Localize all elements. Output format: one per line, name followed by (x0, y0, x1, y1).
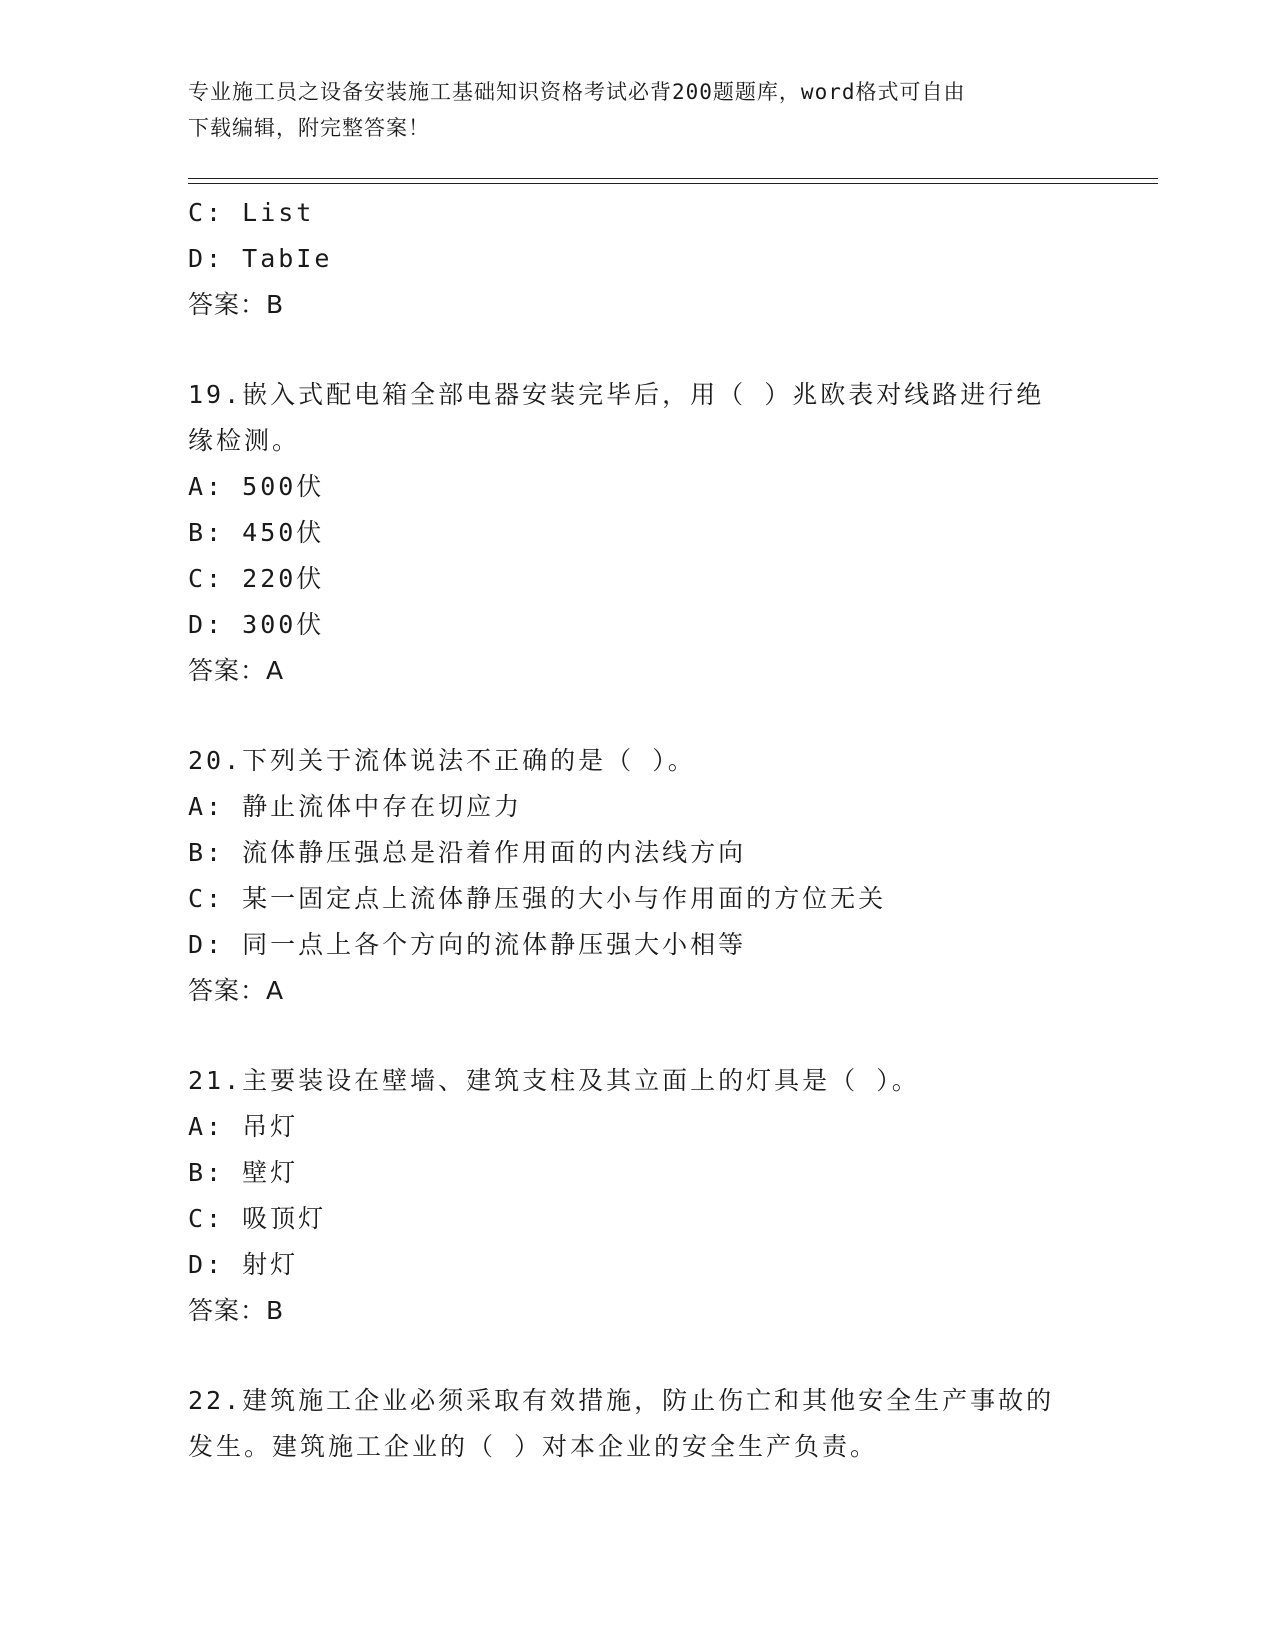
q19-option-d: D: 300伏 (188, 610, 325, 639)
q20-answer: 答案：A (188, 976, 285, 1005)
spacer (188, 694, 1088, 738)
question-list (188, 190, 1088, 1470)
q19-option-c: C: 220伏 (188, 564, 325, 593)
q19-option-b: B: 450伏 (188, 518, 325, 547)
header-line-2: 下载编辑，附完整答案！ (188, 116, 430, 140)
q21-option-c: C: 吸顶灯 (188, 1204, 327, 1233)
spacer (188, 1334, 1088, 1378)
q19-option-a: A: 500伏 (188, 472, 325, 501)
q20-option-b: B: 流体静压强总是沿着作用面的内法线方向 (188, 838, 747, 867)
q21-option-a: A: 吊灯 (188, 1112, 299, 1141)
q21-answer: 答案：B (188, 1296, 285, 1325)
question-18-tail (188, 190, 1088, 328)
q22-stem-line-1: 22.建筑施工企业必须采取有效措施，防止伤亡和其他安全生产事故的 (188, 1386, 1055, 1415)
q20-stem-line-1: 20.下列关于流体说法不正确的是（ ）。 (188, 746, 696, 775)
q18-option-c: C: List (188, 198, 315, 227)
q18-answer: 答案：B (188, 290, 285, 319)
q22-stem-line-2: 发生。建筑施工企业的（ ）对本企业的安全生产负责。 (188, 1432, 879, 1461)
q19-answer: 答案：A (188, 656, 285, 685)
q20-option-a: A: 静止流体中存在切应力 (188, 792, 523, 821)
spacer (188, 1014, 1088, 1058)
q21-option-d: D: 射灯 (188, 1250, 299, 1279)
question-22 (188, 1378, 1088, 1470)
q21-stem-line-1: 21.主要装设在壁墙、建筑支柱及其立面上的灯具是（ ）。 (188, 1066, 920, 1095)
q20-option-c: C: 某一固定点上流体静压强的大小与作用面的方位无关 (188, 884, 887, 913)
header-line-1: 专业施工员之设备安装施工基础知识资格考试必背200题题库，word格式可自由 (188, 80, 966, 104)
q21-option-b: B: 壁灯 (188, 1158, 299, 1187)
question-20 (188, 738, 1088, 1014)
question-21 (188, 1058, 1088, 1334)
spacer (188, 328, 1088, 372)
question-19 (188, 372, 1088, 694)
q19-stem-line-2: 缘检测。 (188, 426, 301, 455)
document-header (188, 74, 1088, 146)
header-divider (188, 178, 1158, 184)
q19-stem-line-1: 19.嵌入式配电箱全部电器安装完毕后，用（ ）兆欧表对线路进行绝 (188, 380, 1045, 409)
q18-option-d: D: TabIe (188, 244, 333, 273)
q20-option-d: D: 同一点上各个方向的流体静压强大小相等 (188, 930, 747, 959)
